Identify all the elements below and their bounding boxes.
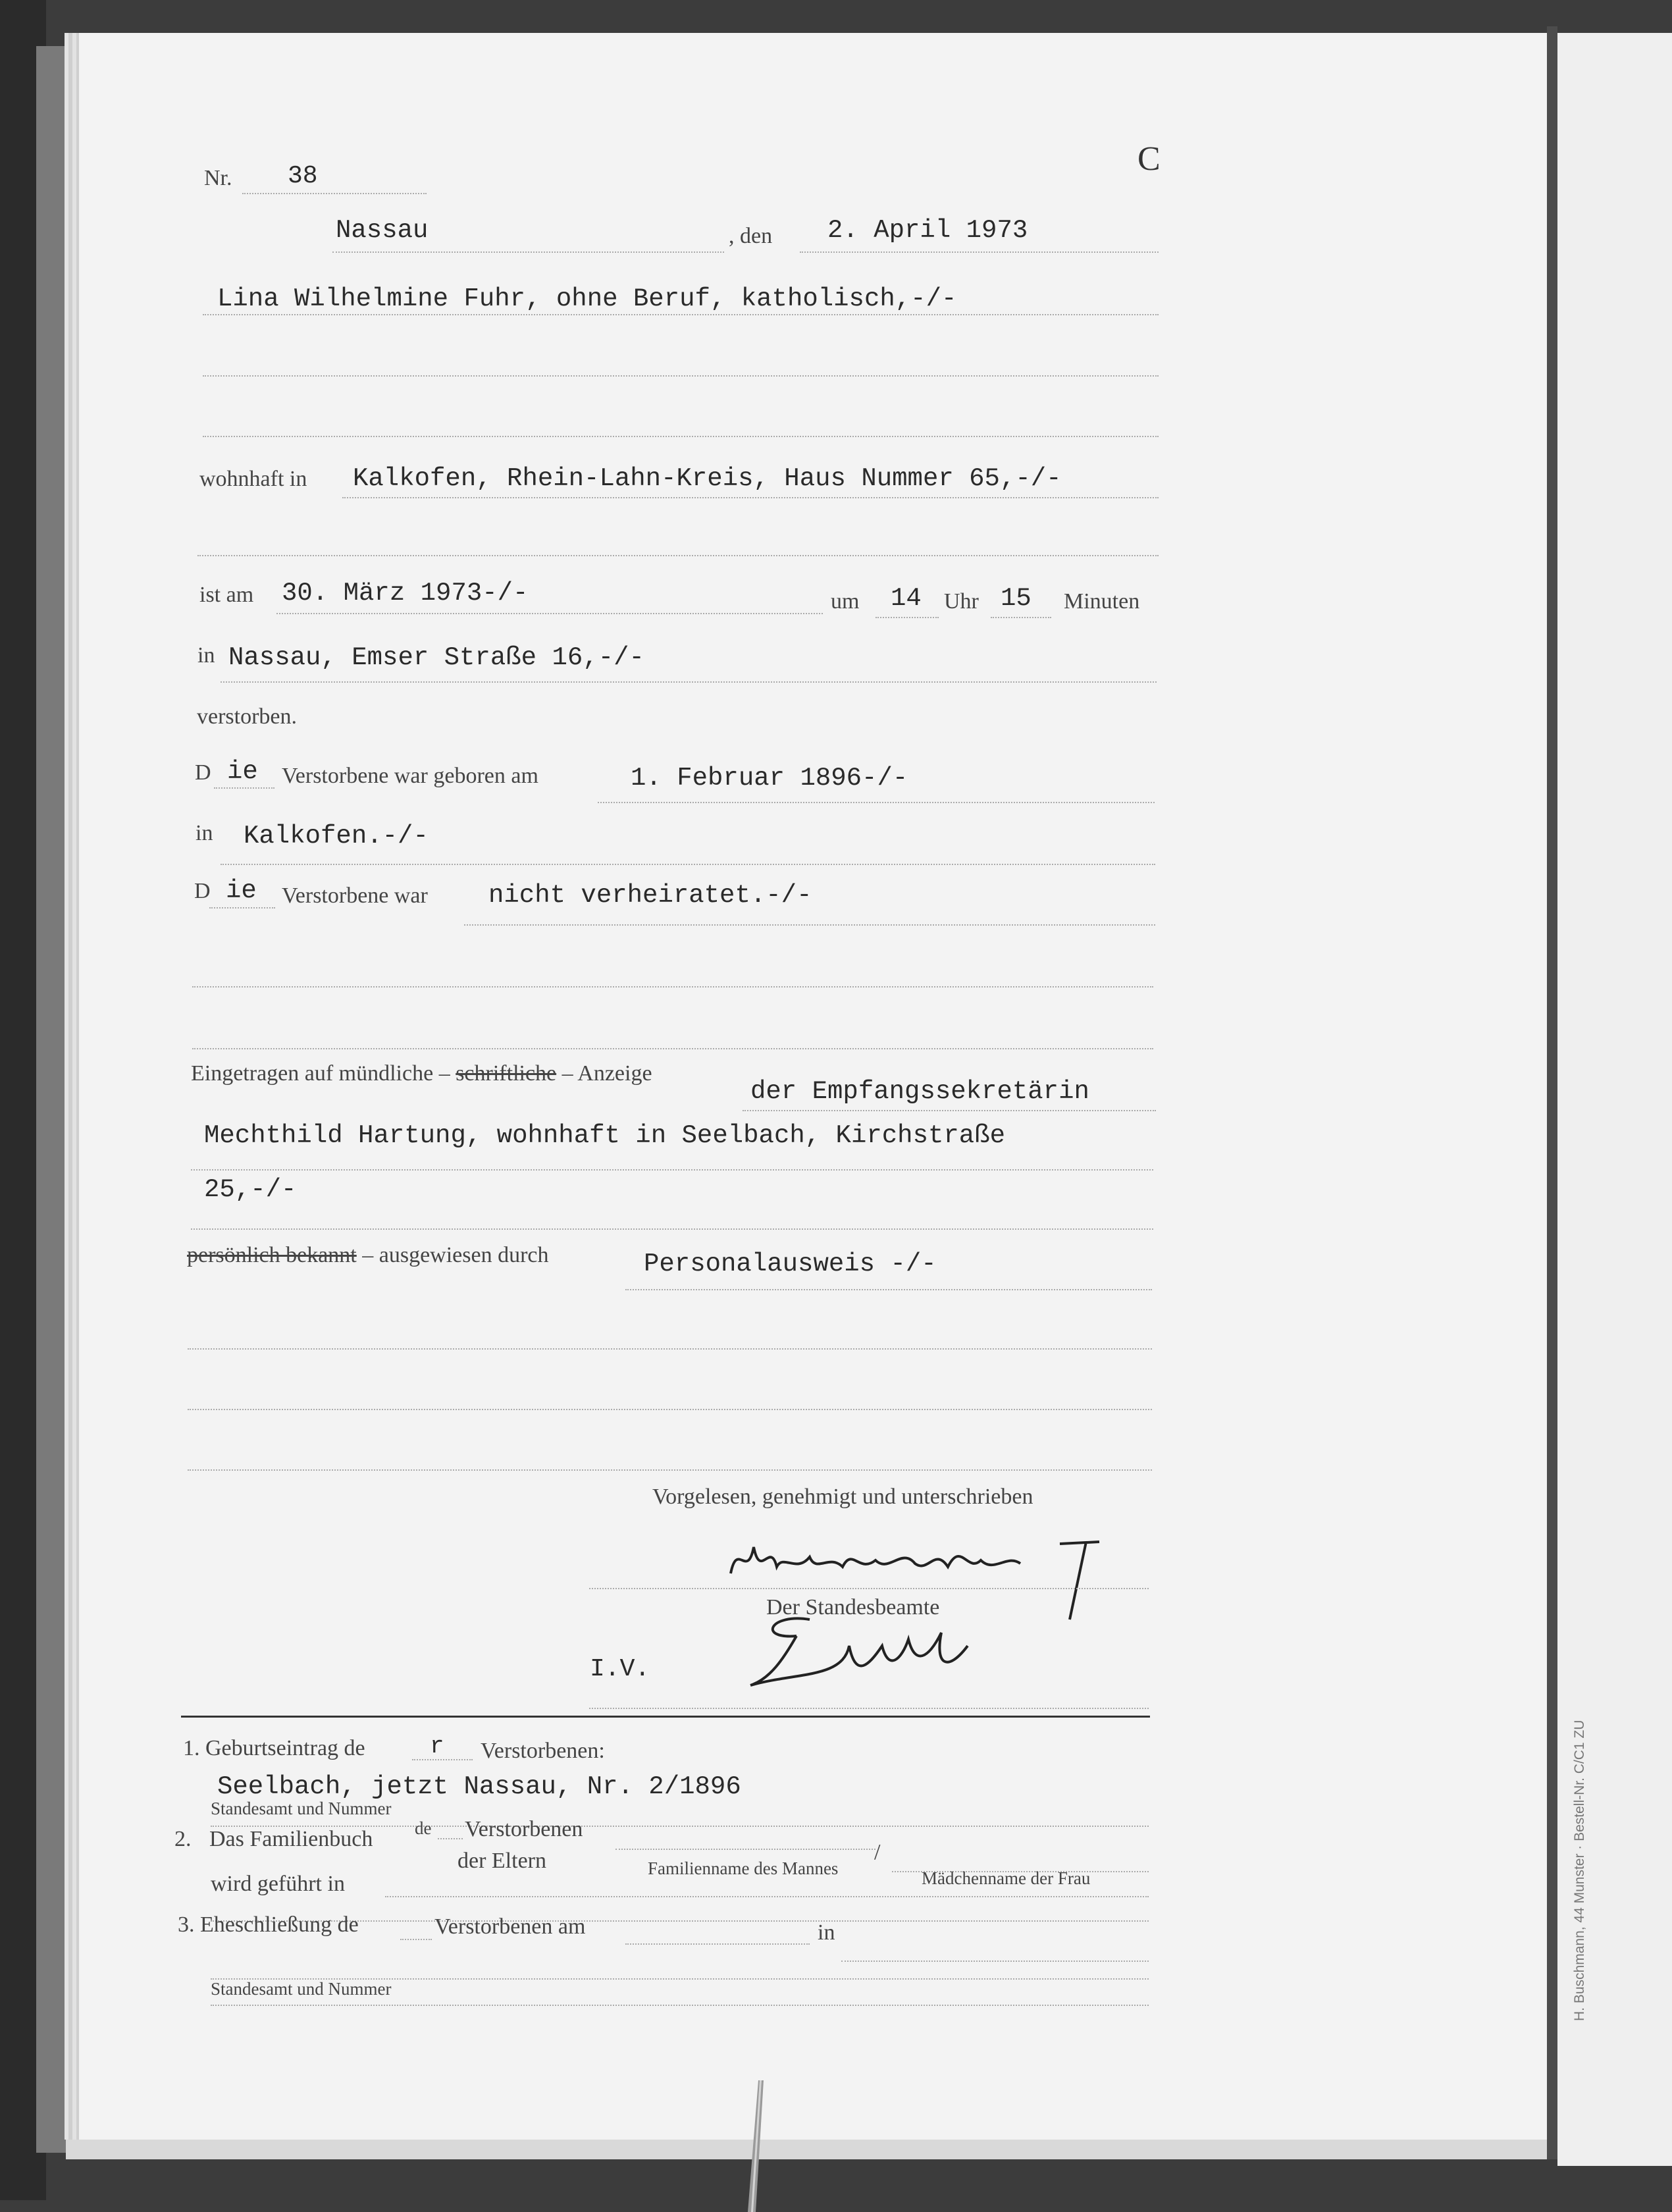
item2-de: de	[415, 1818, 432, 1838]
date-value: 2. April 1973	[827, 216, 1028, 245]
minutes-line	[991, 617, 1051, 618]
maedchenname-caption: Mädchenname der Frau	[922, 1868, 1091, 1888]
marital-label: Verstorbene war	[282, 883, 428, 908]
item2-num: 2.	[174, 1827, 192, 1851]
death-date-line	[276, 613, 823, 614]
den-label: , den	[729, 224, 773, 248]
informant-line2-rule	[191, 1169, 1153, 1171]
person-line: Lina Wilhelmine Fuhr, ohne Beruf, katholisch,-/-	[217, 284, 957, 313]
entry-label-a: Eingetragen auf mündliche –	[191, 1061, 450, 1086]
wohnhaft-label: wohnhaft in	[199, 467, 307, 491]
familienname-caption: Familienname des Mannes	[648, 1858, 839, 1878]
informant-line3: 25,-/-	[204, 1175, 297, 1204]
approval-label: Vorgelesen, genehmigt und unterschrieben	[652, 1485, 1033, 1509]
item1-value: Seelbach, jetzt Nassau, Nr. 2/1896	[217, 1772, 741, 1801]
item3-label: 3. Eheschließung de	[178, 1912, 359, 1937]
wird-gefuehrt-label: wird geführt in	[211, 1872, 345, 1896]
item1-label-b: Verstorbenen:	[481, 1739, 605, 1763]
item3-place-line	[841, 1961, 1149, 1962]
death-hour: 14	[891, 584, 922, 613]
birth-place: Kalkofen.-/-	[244, 822, 429, 851]
item2-de-line	[438, 1838, 463, 1839]
uhr-label: Uhr	[944, 589, 979, 614]
blank-line	[192, 986, 1153, 988]
iv-label: I.V.	[590, 1655, 650, 1683]
birth-place-line	[221, 864, 1155, 865]
informant-line3-rule	[191, 1228, 1153, 1230]
blank-line	[188, 1469, 1152, 1471]
item1-fill: r	[430, 1733, 444, 1760]
informant-line1-rule	[743, 1110, 1156, 1111]
marital-d-fill: ie	[226, 876, 257, 905]
blank-line	[188, 1409, 1152, 1410]
signature-line-2	[589, 1708, 1149, 1709]
birth-label: Verstorbene war geboren am	[282, 764, 538, 788]
officer-label: Der Standesbeamte	[766, 1595, 940, 1620]
entry-label	[191, 1061, 652, 1086]
informant-line1: der Empfangssekretärin	[750, 1077, 1089, 1106]
nr-label: Nr.	[204, 166, 232, 190]
item3-caption-line	[211, 2005, 1149, 2006]
um-label: um	[831, 589, 860, 614]
birth-d-line	[214, 787, 274, 789]
ist-am-label: ist am	[199, 583, 254, 607]
pen-tip	[744, 2080, 770, 2212]
blank-line	[203, 375, 1159, 377]
footer-divider	[181, 1716, 1150, 1718]
item2-eltern: der Eltern	[457, 1849, 546, 1873]
birth-d-fill: ie	[227, 757, 258, 786]
publisher-imprint: H. Buschmann, 44 Munster · Bestell-Nr. C/C1 ZU	[1572, 1720, 1587, 2021]
blank-line	[197, 555, 1159, 556]
blank-line	[203, 436, 1159, 437]
item2-verstorbenen: Verstorbenen	[465, 1817, 583, 1841]
item2-label: Das Familienbuch	[209, 1827, 373, 1851]
birth-date-line	[598, 802, 1155, 803]
death-place-line	[221, 681, 1157, 683]
identification-value: Personalausweis -/-	[644, 1250, 937, 1278]
item1-caption: Standesamt und Nummer	[211, 1799, 392, 1818]
birth-date: 1. Februar 1896-/-	[631, 764, 908, 793]
birth-d-label: D	[195, 760, 211, 785]
wohnhaft-value: Kalkofen, Rhein-Lahn-Kreis, Haus Nummer 65,-/-	[353, 464, 1062, 493]
marital-line	[464, 924, 1155, 926]
item1-label-a: 1. Geburtseintrag de	[183, 1736, 365, 1760]
item3-verstorbenen: Verstorbenen am	[434, 1914, 586, 1939]
nr-line	[242, 193, 427, 194]
item3-caption: Standesamt und Nummer	[211, 1979, 392, 1999]
item3-date-line	[625, 1943, 810, 1945]
verstorben-label: verstorben.	[197, 704, 298, 729]
nr-value: 38	[288, 162, 318, 190]
minuten-label: Minuten	[1064, 589, 1140, 614]
identification-text: – ausgewiesen durch	[362, 1243, 549, 1267]
signature-line-1	[589, 1588, 1149, 1589]
death-in-label: in	[197, 643, 215, 668]
date-line	[800, 251, 1159, 253]
identification-label	[187, 1243, 549, 1268]
wohnhaft-line	[342, 497, 1159, 498]
marital-d-label: D	[194, 879, 211, 903]
item2-slash: /	[874, 1840, 881, 1864]
item1-fill-line	[412, 1759, 473, 1760]
item3-de-line	[400, 1939, 432, 1940]
item1-label	[183, 1736, 365, 1761]
signature-officer	[744, 1606, 981, 1705]
item2-husband-line	[615, 1849, 875, 1850]
death-place: Nassau, Emser Straße 16,-/-	[228, 643, 644, 672]
wird-gefuehrt-line	[385, 1896, 1149, 1897]
identification-struck: persönlich bekannt	[187, 1243, 357, 1267]
marital-value: nicht verheiratet.-/-	[488, 881, 812, 910]
informant-line2: Mechthild Hartung, wohnhaft in Seelbach, Kirchstraße	[204, 1121, 1005, 1150]
register-letter: C	[1137, 140, 1161, 178]
blank-line	[192, 1048, 1153, 1049]
entry-label-struck: schriftliche	[456, 1061, 557, 1086]
death-date: 30. März 1973-/-	[282, 579, 529, 608]
item3-in: in	[818, 1920, 835, 1945]
blank-line	[188, 1348, 1152, 1350]
birth-in-label: in	[196, 821, 213, 845]
hour-line	[875, 617, 939, 618]
place-line	[332, 251, 724, 253]
entry-label-b: – Anzeige	[562, 1061, 652, 1086]
person-underline	[203, 314, 1159, 315]
book-gutter	[1547, 26, 1557, 2159]
death-minutes: 15	[1001, 584, 1032, 613]
marital-d-line	[209, 907, 275, 908]
identification-line	[625, 1289, 1152, 1290]
place-value: Nassau	[336, 216, 429, 245]
